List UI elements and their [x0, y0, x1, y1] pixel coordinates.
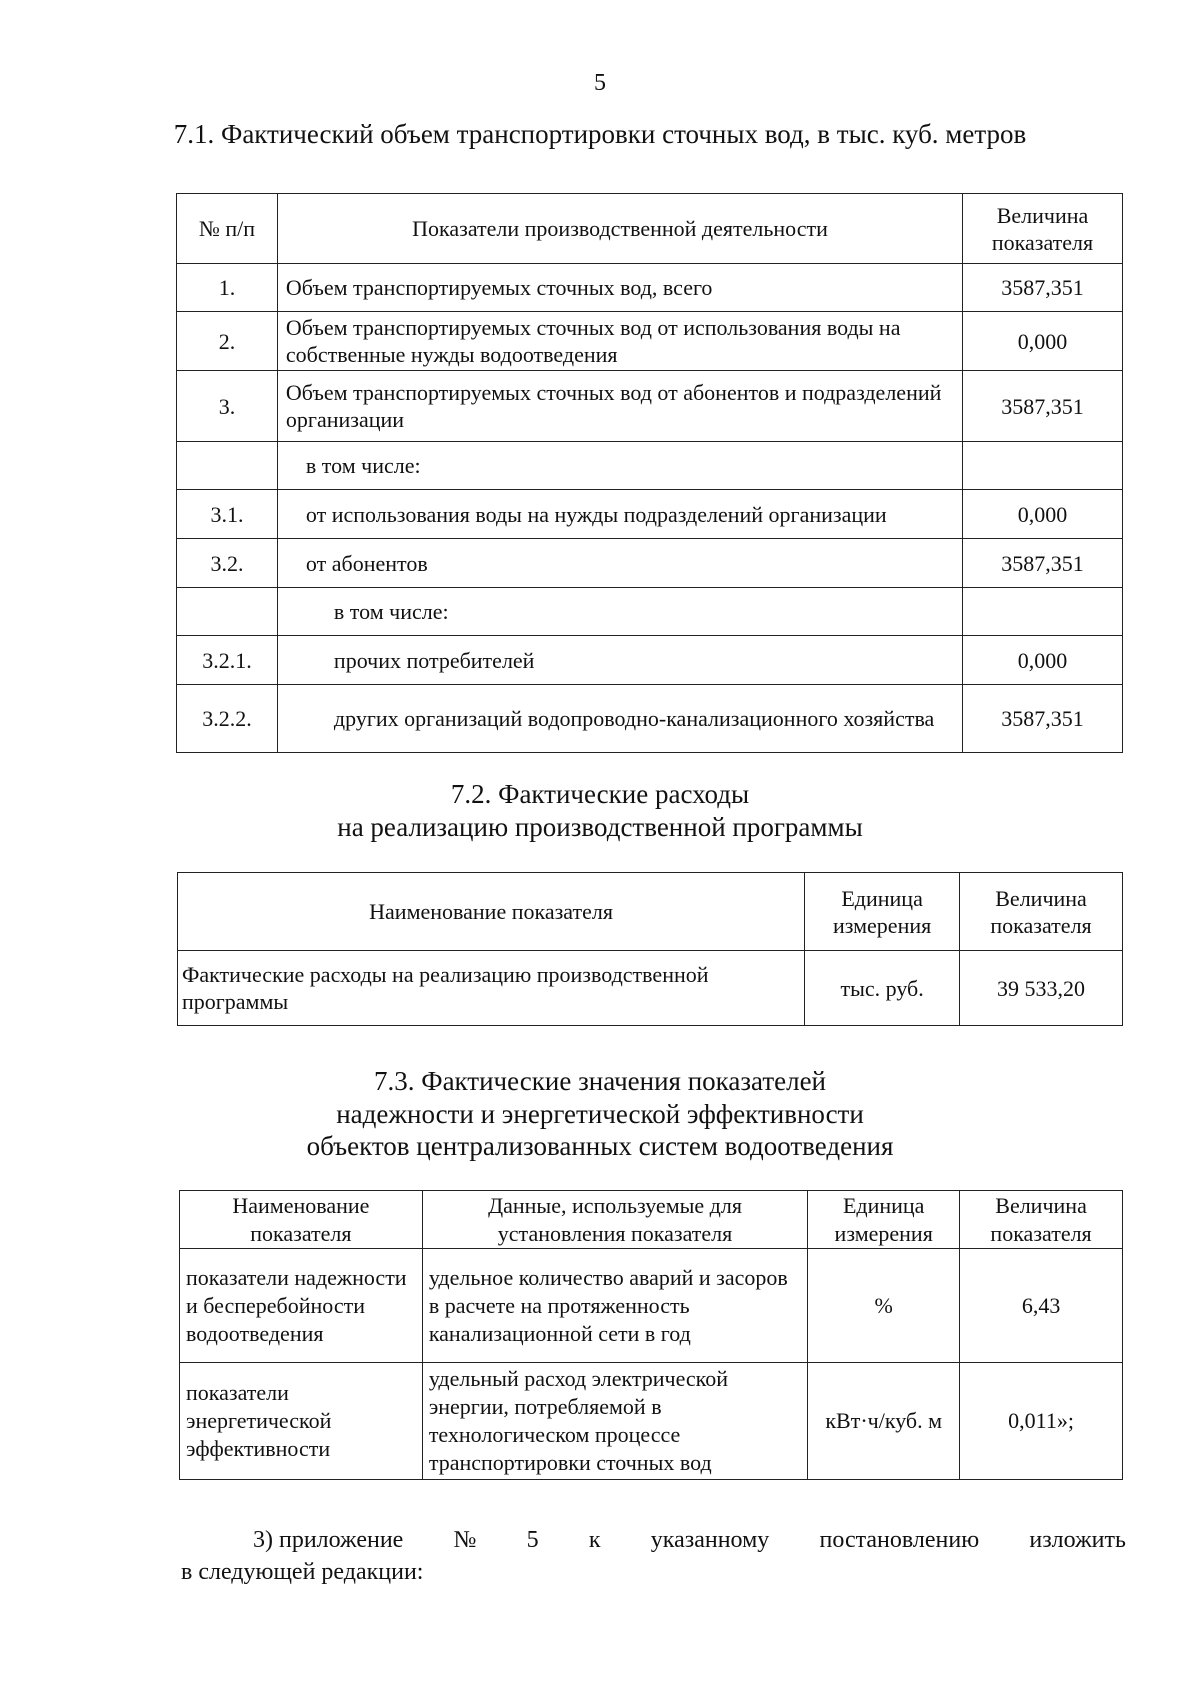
row-name: от абонентов	[277, 539, 962, 588]
row-name: показатели надежности и бесперебойности водоотведения	[180, 1249, 423, 1363]
row-value: 0,000	[963, 490, 1123, 539]
row-name: Объем транспортируемых сточных вод от абонентов и подразделений организации	[277, 371, 962, 442]
section-7-3-title-line2: надежности и энергетической эффективности	[336, 1099, 864, 1129]
header-value: Величина показателя	[960, 873, 1123, 951]
closing-word: 3) приложение	[253, 1527, 404, 1553]
row-value: 3587,351	[963, 685, 1123, 753]
row-value	[963, 588, 1123, 636]
row-num: 3.1.	[177, 490, 278, 539]
row-num: 3.	[177, 371, 278, 442]
table-row	[177, 490, 1123, 539]
table-row	[180, 1249, 1123, 1363]
row-name: показатели энергетической эффективности	[180, 1363, 423, 1480]
section-7-2-title-line2: на реализацию производственной программы	[337, 812, 863, 842]
header-indicator-name: Наименование показателя	[178, 873, 805, 951]
table-row	[177, 636, 1123, 685]
row-name: Объем транспортируемых сточных вод, всего	[277, 264, 962, 312]
closing-word: 5	[526, 1527, 539, 1553]
header-unit: Единица измерения	[805, 873, 960, 951]
row-value: 0,000	[963, 312, 1123, 371]
row-value: 3587,351	[963, 371, 1123, 442]
transport-volume-table	[176, 193, 1123, 753]
row-num: 3.2.1.	[177, 636, 278, 685]
header-unit: Единица измерения	[808, 1191, 960, 1249]
expenses-table	[177, 872, 1123, 1026]
row-source-data: удельный расход электрической энергии, потребляемой в технологическом процессе транспортировки сточных вод	[422, 1363, 807, 1480]
page-number: 5	[594, 70, 606, 96]
section-7-3-title-line3: объектов централизованных систем водоотведения	[306, 1131, 894, 1161]
table-row	[177, 442, 1123, 490]
row-unit: тыс. руб.	[805, 951, 960, 1026]
header-value: Величина показателя	[963, 194, 1123, 264]
row-name: других организаций водопроводно-канализационного хозяйства	[277, 685, 962, 753]
row-num: 3.2.2.	[177, 685, 278, 753]
header-num: № п/п	[177, 194, 278, 264]
table-header-row	[178, 873, 1123, 951]
row-name: в том числе:	[277, 442, 962, 490]
row-unit: кВт·ч/куб. м	[808, 1363, 960, 1480]
row-value: 0,000	[963, 636, 1123, 685]
closing-word: изложить	[1029, 1527, 1126, 1553]
table-row	[177, 312, 1123, 371]
table-row	[177, 685, 1123, 753]
row-name: прочих потребителей	[277, 636, 962, 685]
section-7-1-title: 7.1. Фактический объем транспортировки сточных вод, в тыс. куб. метров	[173, 119, 1027, 149]
header-source-data: Данные, используемые для установления показателя	[422, 1191, 807, 1249]
row-name: Фактические расходы на реализацию производственной программы	[178, 951, 805, 1026]
table-row	[177, 539, 1123, 588]
row-num	[177, 442, 278, 490]
closing-word: указанному	[650, 1527, 770, 1553]
row-source-data: удельное количество аварий и засоров в расчете на протяженность канализационной сети в год	[422, 1249, 807, 1363]
closing-word: постановлению	[819, 1527, 980, 1553]
closing-word: №	[453, 1527, 477, 1553]
table-row	[177, 264, 1123, 312]
row-num: 1.	[177, 264, 278, 312]
closing-line-2: в следующей редакции:	[181, 1559, 424, 1585]
header-indicator: Показатели производственной деятельности	[277, 194, 962, 264]
row-name: Объем транспортируемых сточных вод от использования воды на собственные нужды водоотведения	[277, 312, 962, 371]
row-num: 3.2.	[177, 539, 278, 588]
section-7-2-title-line1: 7.2. Фактические расходы	[450, 779, 750, 809]
row-value: 0,011»;	[960, 1363, 1123, 1480]
row-value: 6,43	[960, 1249, 1123, 1363]
row-num: 2.	[177, 312, 278, 371]
row-value	[963, 442, 1123, 490]
table-row	[177, 588, 1123, 636]
closing-paragraph	[181, 1524, 1126, 1588]
table-header-row	[180, 1191, 1123, 1249]
table-row	[177, 371, 1123, 442]
closing-line-1	[181, 1524, 1126, 1556]
table-row	[178, 951, 1123, 1026]
row-name: от использования воды на нужды подразделений организации	[277, 490, 962, 539]
table-header-row	[177, 194, 1123, 264]
row-value: 3587,351	[963, 539, 1123, 588]
row-value: 3587,351	[963, 264, 1123, 312]
row-num	[177, 588, 278, 636]
section-7-3-title-line1: 7.3. Фактические значения показателей	[373, 1066, 827, 1096]
row-unit: %	[808, 1249, 960, 1363]
row-name: в том числе:	[277, 588, 962, 636]
header-value: Величина показателя	[960, 1191, 1123, 1249]
closing-word: к	[588, 1527, 601, 1553]
reliability-table	[179, 1190, 1123, 1480]
table-row	[180, 1363, 1123, 1480]
header-indicator-name: Наименование показателя	[180, 1191, 423, 1249]
row-value: 39 533,20	[960, 951, 1123, 1026]
